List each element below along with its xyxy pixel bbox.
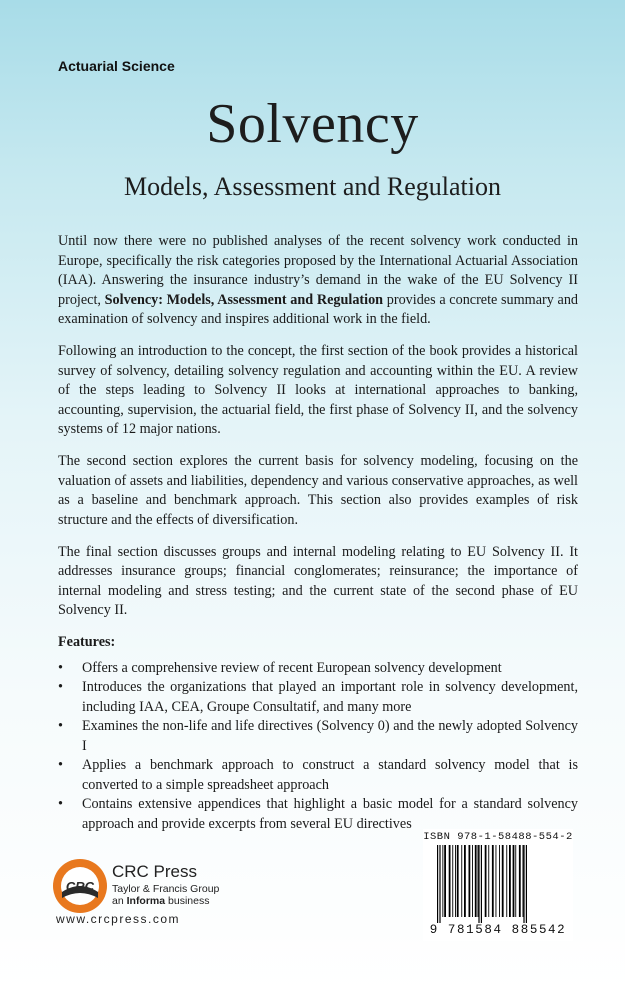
- barcode-bar: [485, 845, 487, 917]
- logo-text: CRC: [65, 879, 95, 894]
- barcode-bar: [461, 845, 462, 917]
- barcode-bar: [439, 845, 440, 923]
- features-list: [58, 659, 578, 835]
- barcode-bar: [444, 845, 446, 917]
- features-heading: Features:: [58, 634, 116, 650]
- description: [58, 232, 578, 834]
- barcode-digits: 9 781584 885542: [429, 923, 567, 937]
- paragraph-1-text-b: provides a concrete summary and examination of solvency and inspires additional work in the field.: [58, 291, 579, 327]
- publisher-name: CRC Press: [112, 862, 198, 881]
- barcode-bar: [488, 845, 489, 917]
- barcode-bar: [506, 845, 507, 917]
- barcode-bar: [519, 845, 521, 917]
- paragraph-2: Following an introduction to the concept, the first section of the book provides a historical survey of solvency, detailing solvency regulation and accounting within the EU. A review of the steps leading to Solvency II looks at international approaches to banking, accounting, supervision, the actuarial field, the first phase of Solvency II, and the solvency systems of 12 major nations.: [58, 343, 578, 437]
- crc-logo-icon: [52, 858, 108, 914]
- barcode-bar: [515, 845, 516, 917]
- barcode-bar: [449, 845, 451, 917]
- barcode-bar: [452, 845, 453, 917]
- publisher-informa: [112, 895, 219, 907]
- barcode-bar: [502, 845, 504, 917]
- publisher-url[interactable]: www.crcpress.com: [56, 912, 181, 926]
- feature-item: • Introduces the organizations that played an important role in solvency development, including IAA, CEA, Groupe Consultatif, and many more: [58, 678, 578, 717]
- barcode-bar: [442, 845, 443, 917]
- barcode-bar: [492, 845, 494, 917]
- informa-bold: Informa: [126, 895, 166, 907]
- barcode-bar: [472, 845, 473, 917]
- paragraph-1-text-a: Until now there were no published analyses of the recent solvency work conducted in Europe, specifically the risk categories proposed by the International Actuarial Association (IAA). Answering the insurance industry’s demand in the wake of the EU Solvency II project,: [58, 233, 578, 308]
- paragraph-1: [58, 232, 578, 330]
- barcode-bar: [499, 845, 500, 917]
- informa-prefix: an: [112, 895, 127, 907]
- barcode-bar: [523, 845, 524, 917]
- barcode-bar: [457, 845, 459, 917]
- isbn-label: ISBN 978-1-58488-554-2: [423, 831, 573, 843]
- barcode-bar: [437, 845, 438, 923]
- barcode-bar: [496, 845, 497, 917]
- feature-item: • Offers a comprehensive review of recent European solvency development: [58, 659, 578, 679]
- barcode-bar: [523, 845, 524, 923]
- paragraph-3: The second section explores the current basis for solvency modeling, focusing on the valuation of assets and liabilities, dependency and various conservative approaches, as well as a baseline and benchmark approach. This section also provides examples of risk structure and the effects of diversification.: [58, 453, 578, 528]
- barcode-bar: [509, 845, 511, 917]
- barcode-bar: [475, 845, 477, 917]
- feature-item: • Contains extensive appendices that highlight a basic model for a standard solvency approach and provide excerpts from several EU directives: [58, 795, 578, 834]
- barcode-bar: [526, 845, 527, 923]
- barcode-bars: [433, 845, 563, 923]
- barcode-bar: [478, 845, 479, 917]
- publisher-block: [112, 862, 219, 907]
- series-label: Actuarial Science: [58, 58, 175, 74]
- barcode-bar: [464, 845, 466, 917]
- book-subtitle: Models, Assessment and Regulation: [124, 172, 501, 201]
- barcode-bar: [478, 845, 479, 923]
- book-title: Solvency: [206, 93, 419, 155]
- informa-suffix: business: [165, 895, 210, 907]
- paragraph-1-bold-title: Solvency: Models, Assessment and Regulation: [104, 291, 384, 308]
- barcode-bar: [455, 845, 456, 917]
- barcode-bar: [481, 845, 482, 923]
- paragraph-4: The final section discusses groups and internal modeling relating to EU Solvency II. It addresses insurance groups; financial conglomerates; reinsurance; the importance of internal modeling and stress testing; and the current state of the second phase of EU Solvency II.: [58, 543, 578, 618]
- feature-item: • Applies a benchmark approach to construct a standard solvency model that is converted to a simple spreadsheet approach: [58, 756, 578, 795]
- feature-item: • Examines the non-life and life directives (Solvency 0) and the newly adopted Solvency I: [58, 717, 578, 756]
- publisher-group: Taylor & Francis Group: [112, 883, 220, 895]
- barcode: [423, 829, 573, 941]
- barcode-bar: [513, 845, 515, 917]
- barcode-bar: [469, 845, 471, 917]
